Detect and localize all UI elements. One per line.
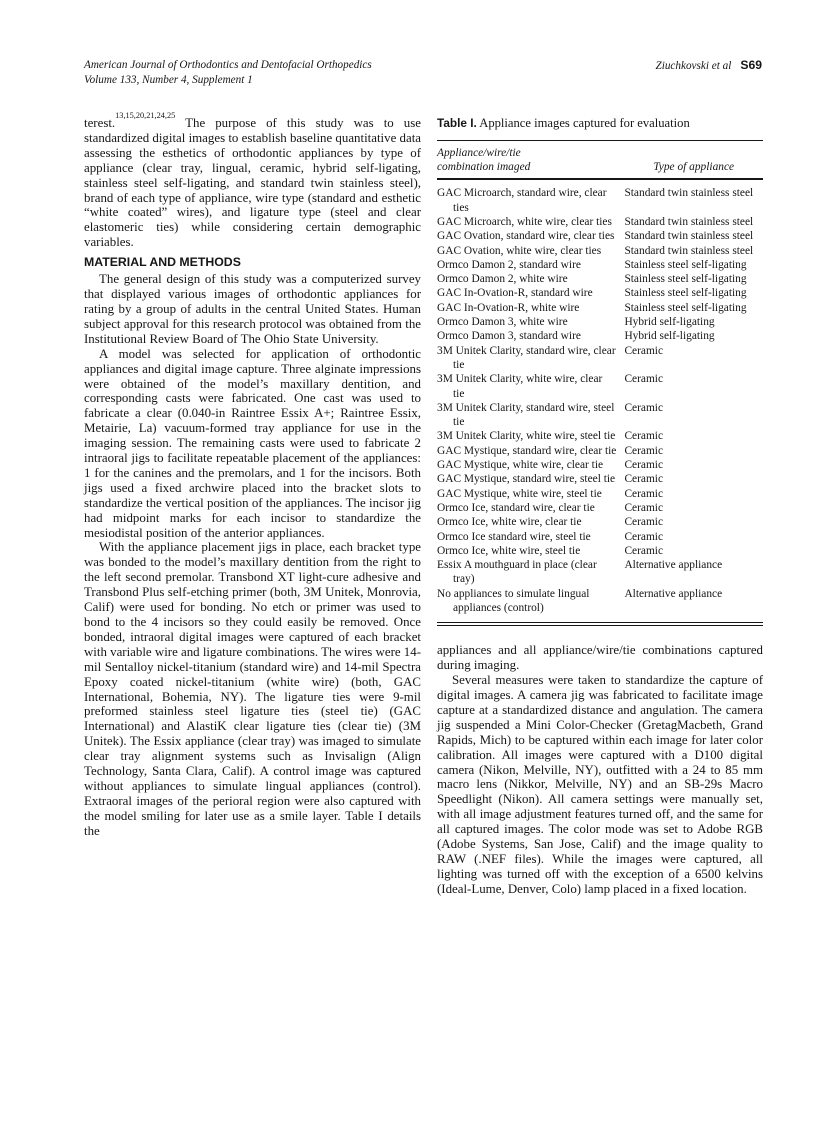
table-cell-combination: 3M Unitek Clarity, standard wire, steel tie — [437, 401, 615, 429]
table-cell-combination: GAC Mystique, standard wire, steel tie — [437, 473, 616, 486]
paragraph-image-standardization: Several measures were taken to standardize the capture of digital images. A camera jig was fabricated to facilitate image capture at a standardized distance and angulation. The camera jig suspended a Mini Color-Checker (GretagMacbeth, Grand Rapids, Mich) to be captured within each image for later color calibration. All images were captured with a D100 digital camera (Nikon, Melville, NY), outfitted with a 24 to 85 mm macro lens (Nikkor, Melville, NY) and an SB-29s Macro Speedlight (Nikon). All camera settings were manually set, with all image adjustment features turned off, and the same for all captured images. The color mode was set to Adobe RGB (Adobe Systems, San Jose, Calif) and the image quality to RAW (.NEF files). While the images were captured, all lighting was turned off with the exception of a 6500 kelvins (Ideal-Lume, Denver, Colo) lamp placed in a fixed location. — [437, 673, 763, 896]
paragraph-study-design: The general design of this study was a computerized survey that displayed various images of orthodontic appliances for rating by a group of adults in the central United States. Human subject approval for this research protocol was obtained from the Institutional Review Board of The Ohio State University. — [84, 272, 421, 346]
table-cell-combination: Ormco Ice, white wire, steel tie — [437, 544, 581, 557]
table-cell-combination: GAC Mystique, standard wire, clear tie — [437, 444, 617, 457]
table-cell-type: Standard twin stainless steel — [624, 230, 754, 243]
table-cell-type: Ceramic — [624, 544, 664, 557]
table-cell-type: Hybrid self-ligating — [624, 316, 715, 329]
table-cell-combination: 3M Unitek Clarity, standard wire, clear tie — [437, 344, 616, 371]
table-cell-combination: Ormco Ice, standard wire, clear tie — [437, 501, 595, 514]
table-row — [437, 472, 763, 486]
table-cell-type: Ceramic — [624, 487, 664, 500]
table-cell-combination: GAC Microarch, standard wire, clear ties — [437, 187, 607, 214]
table-row — [437, 244, 763, 258]
table-cell-type: Ceramic — [624, 459, 664, 472]
journal-identification — [84, 58, 372, 87]
table-cell-combination: Ormco Damon 3, white wire — [437, 316, 568, 329]
table-row — [437, 501, 763, 515]
journal-volume-info: Volume 133, Number 4, Supplement 1 — [84, 73, 253, 86]
table-header-type: Type of appliance — [653, 161, 735, 174]
section-heading-material-methods: MATERIAL AND METHODS — [84, 255, 241, 270]
right-column — [437, 116, 763, 897]
table-cell-type: Stainless steel self-ligating — [624, 273, 747, 286]
paragraph-lead-text: terest. — [84, 116, 116, 130]
table-cell-type: Ceramic — [624, 401, 664, 414]
table-row — [437, 215, 763, 229]
table-row — [437, 186, 763, 215]
appliance-table — [437, 116, 763, 626]
table-cell-combination: 3M Unitek Clarity, white wire, clear tie — [437, 373, 603, 400]
table-row — [437, 444, 763, 458]
table-row — [437, 530, 763, 544]
table-title — [437, 116, 763, 131]
table-row — [437, 487, 763, 501]
table-cell-combination: 3M Unitek Clarity, white wire, steel tie — [437, 430, 616, 443]
table-row — [437, 401, 763, 430]
running-header — [84, 58, 762, 87]
paragraph-body-text: The purpose of this study was to use standardized digital images to establish baseline quantitative data assessing the esthetics of orthodontic appliances by type of appliance (clear tray, lingual, ceramic, hybrid self-ligating, stainless steel self-ligating, and standard twin stainless steel), brand of each type of appliance, wire type (standard and esthetic “white coated” wires), and ligature type (steel and clear elastomeric ties) while considering certain demographic variables. — [84, 116, 421, 250]
table-row — [437, 272, 763, 286]
table-cell-combination: GAC Ovation, white wire, clear ties — [437, 244, 602, 257]
table-row — [437, 515, 763, 529]
table-cell-type: Alternative appliance — [624, 587, 723, 600]
table-header-combination: Appliance/wire/tie combination imaged — [437, 147, 531, 174]
table-row — [437, 286, 763, 300]
table-title-text: Appliance images captured for evaluation — [476, 116, 690, 130]
table-cell-combination: Ormco Damon 2, standard wire — [437, 258, 581, 271]
table-header-row — [437, 140, 763, 180]
table-cell-combination: Ormco Ice standard wire, steel tie — [437, 530, 591, 543]
table-cell-type: Ceramic — [624, 530, 664, 543]
table-cell-type: Standard twin stainless steel — [624, 216, 754, 228]
table-row — [437, 301, 763, 315]
table-cell-type: Ceramic — [624, 373, 664, 386]
table-cell-type: Ceramic — [624, 516, 664, 529]
table-cell-type: Ceramic — [624, 473, 664, 486]
table-row — [437, 429, 763, 443]
table-cell-type: Hybrid self-ligating — [624, 330, 715, 343]
table-cell-combination: GAC Microarch, white wire, clear ties — [437, 216, 612, 228]
table-title-label: Table I. — [437, 116, 477, 130]
paragraph-table-reference: appliances and all appliance/wire/tie combinations captured during imaging. — [437, 643, 763, 673]
table-cell-type: Stainless steel self-ligating — [624, 301, 747, 314]
paragraph-purpose — [84, 110, 421, 250]
table-row — [437, 372, 763, 401]
paragraph-model-selection: A model was selected for application of orthodontic appliances and digital image capture. Three alginate impressions were obtained of the model’s maxillary dentition, and corresponding casts were fabricated. One cast was used to fabricate a clear (0.040-in Raintree Essix A+; Raintree Essix, Metairie, La) vacuum-formed tray appliance for use in the imaging session. The remaining casts were used to fabricate 2 intraoral jigs to facilitate repeatable placement of the appliances: 1 for the canines and the premolars, and 1 for the incisors. Both jigs used a fixed archwire placed into the bracket slots to standardize the vertical position of the appliances. The incisor jig had midpoint marks for each incisor to standardize the mesiodistal position of the anterior appliances. — [84, 346, 421, 540]
table-row — [437, 258, 763, 272]
table-cell-type: Ceramic — [624, 501, 664, 514]
reference-superscript: 13,15,20,21,24,25 — [115, 110, 176, 120]
table-cell-type: Standard twin stainless steel — [624, 244, 754, 257]
table-row — [437, 587, 763, 616]
table-row — [437, 344, 763, 373]
table-cell-combination: Ormco Ice, white wire, clear tie — [437, 516, 582, 529]
table-cell-type: Ceramic — [624, 444, 664, 457]
header-authors: Ziuchkovski et al — [655, 60, 732, 72]
table-cell-type: Alternative appliance — [624, 559, 723, 572]
table-cell-combination: GAC Ovation, standard wire, clear ties — [437, 230, 615, 243]
table-row — [437, 315, 763, 329]
table-cell-combination: Ormco Damon 2, white wire — [437, 273, 568, 286]
left-column — [84, 110, 421, 839]
paragraph-bonding-procedure: With the appliance placement jigs in place, each bracket type was bonded to the model’s maxillary dentition from the right to the left second premolar. Transbond XT light-cure adhesive and Transbond Plus self-etching primer (both, 3M Unitek, Monrovia, Calif) were used for bonding. No etch or primer was used to bond to the 4 incisors so they could easily be removed. Once bonded, intraoral digital images were captured of each bracket with variable wire and ligature combinations. The wires were 14-mil Sentalloy nickel-titanium (standard wire) and 14-mil Spectra Epoxy coated nickel-titanium (white wire) (both, GAC International, Bohemia, NY). The ligature ties were 9-mil preformed stainless steel ligature ties (steel tie) (GAC International) and AlastiK clear ligature ties (clear tie) (3M Unitek). The Essix appliance (clear tray) was imaged to simulate clear tray alignment systems such as Invisalign (Align Technology, Santa Clara, Calif). A control image was captured without appliances to simulate lingual appliances (control). Extraoral images of the perioral region were also captured with the model smiling for later use as a smile layer. Table I details the — [84, 540, 421, 838]
table-bottom-rule — [437, 622, 763, 626]
table-row — [437, 558, 763, 587]
table-cell-type: Ceramic — [624, 344, 664, 357]
table-body — [437, 180, 763, 622]
table-row — [437, 544, 763, 558]
table-row — [437, 229, 763, 243]
header-right — [656, 58, 763, 72]
table-cell-type: Standard twin stainless steel — [624, 187, 754, 200]
table-cell-type: Stainless steel self-ligating — [624, 287, 747, 300]
table-cell-combination: Ormco Damon 3, standard wire — [437, 330, 581, 343]
table-row — [437, 458, 763, 472]
table-cell-combination: GAC In-Ovation-R, white wire — [437, 301, 580, 314]
table-cell-combination: Essix A mouthguard in place (clear tray) — [437, 559, 597, 586]
table-cell-combination: No appliances to simulate lingual appliances (control) — [437, 587, 590, 615]
table-cell-combination: GAC In-Ovation-R, standard wire — [437, 287, 593, 300]
table-cell-combination: GAC Mystique, white wire, steel tie — [437, 487, 602, 500]
table-cell-type: Ceramic — [624, 430, 664, 443]
journal-title: American Journal of Orthodontics and Dentofacial Orthopedics — [84, 59, 372, 71]
table-cell-type: Stainless steel self-ligating — [624, 258, 747, 271]
table-row — [437, 329, 763, 343]
page-number: S69 — [740, 58, 762, 72]
table-cell-combination: GAC Mystique, white wire, clear tie — [437, 459, 604, 472]
